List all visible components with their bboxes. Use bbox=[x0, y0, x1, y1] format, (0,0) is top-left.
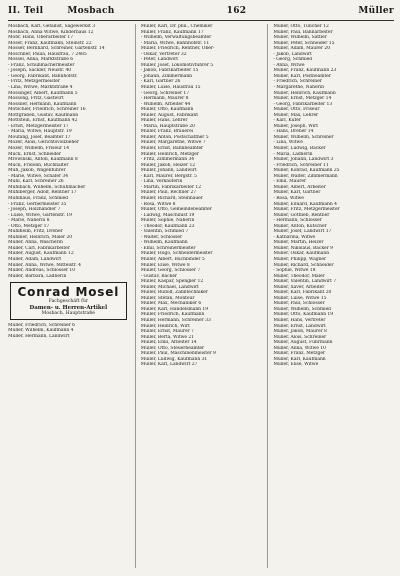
directory-entry: Müller, Jakob, Heizer 12 bbox=[140, 162, 196, 168]
directory-entry: Muller, Anna, Wäscherin bbox=[8, 240, 63, 246]
directory-entry: Müller, August, Fuhrmann bbox=[273, 340, 333, 346]
directory-entry: Müller, Franz, Brauerei bbox=[140, 129, 194, 135]
directory-entry: - Marie, Näherin 8 bbox=[8, 218, 50, 224]
directory-entry: Mühlheim, Fritz, Dreher bbox=[8, 229, 63, 235]
directory-entry: - Georg, Fabrikant, Bahnhofstr. bbox=[8, 73, 78, 79]
directory-entry: Müller, August, Kaufmann 12 bbox=[8, 251, 74, 257]
directory-entry: Müller, Stefan, Monteur bbox=[140, 295, 195, 301]
column-right bbox=[267, 24, 394, 568]
directory-entry: Müller, Franz, Kaufmann 23 bbox=[273, 68, 337, 74]
directory-entry: Müller, Otto, Friseur bbox=[273, 107, 320, 113]
directory-entry: - Georg, Schreiner 17 bbox=[140, 90, 190, 96]
directory-entry: Müller, Nikolaus, Bäcker 9 bbox=[273, 245, 333, 251]
directory-entry: Müller, Josef, Lokomotivführer 5 bbox=[140, 62, 214, 68]
directory-entry: Müller, Anton, Kutscher bbox=[273, 223, 327, 229]
surname-label: Müller bbox=[358, 6, 394, 16]
directory-entry: Mozer, Wilhelm, Friseur 14 bbox=[8, 146, 70, 152]
directory-entry: - Maria, Witwe, Bahnhofstr. 11 bbox=[140, 40, 210, 46]
directory-entry: Müller, Anna, Witwe 10 bbox=[273, 345, 326, 351]
directory-entry: - Lina, Witwe bbox=[273, 140, 303, 146]
directory-entry: Müller, Wilhelm, Schmied bbox=[273, 306, 332, 312]
directory-entry: - Lina, Witwe, Marktstraße 4 bbox=[8, 85, 73, 91]
directory-entry: Müller, Franz, Metzger bbox=[273, 351, 326, 357]
directory-entry: - Maria, Hauptstraße 20 bbox=[140, 123, 195, 129]
directory-entry: Müller, Sophie, Näherin bbox=[140, 218, 195, 224]
directory-entry: - Fritz, Zimmermann 34 bbox=[140, 157, 195, 163]
directory-entry: Müller, Hugo, Schneidermeister bbox=[140, 251, 213, 257]
directory-entry: - Peter, Landwirt bbox=[140, 57, 178, 63]
directory-entry: Müller, Ernst, Bahnbeamter bbox=[140, 146, 204, 152]
directory-entry: Müller, Valentin, Landwirt 7 bbox=[273, 279, 337, 285]
directory-entry: Müller, Karl, Dr. phil., Chemiker bbox=[140, 24, 213, 29]
directory-entry: Müller, Max, Mechaniker 6 bbox=[140, 301, 202, 307]
directory-entry: Müller, Karl, Handelsmann 19 bbox=[140, 306, 209, 312]
directory-entry: - Ernst, Metzgermeister 17 bbox=[8, 123, 69, 129]
directory-entry: Müller, Johann, Landwirt bbox=[140, 168, 197, 174]
directory-entry: - Rosa, Witwe 8 bbox=[140, 201, 176, 207]
directory-entry: Mohr, Hans, Oberarbeiter 17 bbox=[8, 35, 74, 41]
directory-entry: Müller, Konrad, Kaufmann 25 bbox=[273, 168, 340, 174]
directory-entry: - Emil, Schreinermeister bbox=[140, 245, 196, 251]
column-left bbox=[8, 24, 129, 568]
directory-entry: - Theodor, Kaufmann 23 bbox=[140, 223, 195, 229]
directory-entry: - Otto, Metzger 17 bbox=[8, 223, 50, 229]
directory-entry: Müller, Fritz, Metzgermeister bbox=[273, 207, 340, 213]
directory-entry: Müller, Heinrich, Wirt bbox=[140, 323, 190, 329]
directory-entry: Müller, Josef, Landwirt 17 bbox=[273, 229, 332, 235]
directory-entry: Müh, Jakob, Wagenführer bbox=[8, 168, 66, 174]
directory-entry: - Hermann, Schlosser bbox=[273, 218, 322, 224]
directory-entry: Müller, Karl, Fabrikant 20 bbox=[273, 290, 332, 296]
directory-entry: Müller, Luise, Hausfrau 15 bbox=[140, 85, 201, 91]
directory-entry: Müller, Hermann, Landwirt bbox=[8, 334, 70, 340]
directory-entry: Müller, Albert, Buchbinder 5 bbox=[140, 256, 205, 262]
directory-entry: Müller, Gottlieb, Rentner bbox=[273, 212, 330, 218]
directory-entry: Müller, Georg, Schlosser 7 bbox=[140, 268, 201, 274]
directory-entry: - Joseph, Säckler, Neustr. 40 bbox=[8, 68, 72, 74]
directory-entry: Müller, Paul, Bahnarbeiter bbox=[273, 29, 333, 35]
page-number: 162 bbox=[226, 6, 247, 16]
directory-entry: Müller, Paul, Maschinenmeister 9 bbox=[140, 351, 216, 357]
directory-entry: Müller, Alois, Schreiner bbox=[273, 334, 327, 340]
directory-entry: Müller, Ludwig, Kaufmann 31 bbox=[140, 356, 208, 362]
directory-entry: - Oskar, Vertreter 32 bbox=[140, 51, 187, 57]
ad-title: Conrad Mosel bbox=[17, 285, 120, 300]
directory-entry: Müller, Friedrich, Rentner, Ober- bbox=[140, 46, 215, 52]
advertisement-box bbox=[10, 282, 127, 320]
directory-entry: Mossong, Fritz, Gastwirt bbox=[8, 96, 64, 102]
directory-entry: Muller, Carl, Fabrikarbeiter bbox=[8, 245, 70, 251]
directory-entry: Mozer, Alois, Gerichtsvollzieher bbox=[8, 140, 79, 146]
directory-entry: Moser, Franz, Kaufmann, Steinstr. 22 bbox=[8, 40, 92, 46]
directory-entry: - Rosa, Witwe bbox=[273, 195, 304, 201]
directory-entry: Mück, Fridolin, Buchhalter bbox=[8, 162, 69, 168]
directory-entry: - Anna, Witwe bbox=[273, 62, 305, 68]
ad-address: Mosbach, Hauptstraße bbox=[41, 311, 96, 317]
directory-entry: Müller, Wilhelm, Sattler bbox=[273, 35, 327, 41]
directory-entry: - Marie, Witwe, Schäfer 34 bbox=[8, 173, 69, 179]
directory-entry: Müller, Max, Lehrer bbox=[273, 112, 319, 118]
directory-entry: Mühlbach, Wilhelm, Schuhmacher bbox=[8, 184, 86, 190]
directory-entry: Müller, Ludwig, Bäcker bbox=[273, 146, 326, 152]
directory-entry: Müller, Karl, Postbeamter bbox=[273, 73, 331, 79]
directory-entry: Müller, Paul, Rechner 27 bbox=[140, 190, 197, 196]
directory-entry: Müller, Theodor, Maler bbox=[273, 273, 325, 279]
directory-entry: - Karl, Maurer, Bergstr. 5 bbox=[140, 173, 197, 179]
directory-entry: Müller, Karl, Gärtner bbox=[273, 190, 321, 196]
directory-entry: - Sophie, Witwe 18 bbox=[273, 268, 316, 274]
ad-line: Damen- u. Herren-Artikel bbox=[29, 304, 108, 311]
directory-entry: Müller, Albert, Arbeiter bbox=[273, 184, 326, 190]
directory-entry: Müller, Walter, Zimmermann bbox=[273, 173, 338, 179]
directory-entry: Mrowinski, Anton, Kaufmann 8 bbox=[8, 157, 78, 163]
directory-entry: - Georg, Schmied bbox=[273, 57, 313, 63]
directory-entry: Müller, Adam, Maurer 20 bbox=[273, 46, 331, 52]
directory-entry: Müller, Barbara, Ladnerin bbox=[8, 273, 67, 279]
page-header bbox=[8, 6, 394, 21]
directory-entry: Müller, Eduard, Kaufmann 4 bbox=[273, 201, 337, 207]
directory-entry: - Wilhelm, Kaufmann bbox=[140, 240, 188, 246]
directory-entry: Moschner, Paula, Hausfrau, 7 2485 bbox=[8, 51, 87, 57]
directory-entry: Müller, Hans, Lehrer bbox=[140, 118, 188, 124]
directory-entry: Mössner, Hermann, Kaufmann bbox=[8, 101, 77, 107]
directory-entry: Müller, Wilhelm, Schreiner bbox=[273, 134, 334, 140]
directory-entry: Moufang, Josef, Beamter 17 bbox=[8, 134, 71, 140]
directory-entry: - Franz, Schuhmachermeister bbox=[8, 62, 75, 68]
directory-entry: Müller, Hans, Vertreter bbox=[273, 317, 326, 323]
directory-entry: Müller, Ernst, Maurer 7 bbox=[140, 329, 194, 335]
directory-entry: Müller, Heinrich, Metzger bbox=[140, 151, 199, 157]
directory-entry: - Wilhelm, Verwaltungsbeamter bbox=[140, 35, 212, 41]
directory-entry: - Maria, Ladnerin bbox=[273, 151, 313, 157]
directory-entry: Müller, Rudolf, Zahntechniker bbox=[140, 290, 208, 296]
directory-entry: Müller, Xaver, Arbeiter bbox=[273, 284, 325, 290]
directory-entry: Mosbach, Karl, Gefällist, Sägewerkst 3 bbox=[8, 24, 96, 29]
column-middle bbox=[135, 24, 262, 568]
directory-entry: - Jakob, Fabrikarbeiter 15 bbox=[140, 68, 199, 74]
directory-entry: Müller, Otto, Steuerbeamter bbox=[140, 345, 205, 351]
directory-entry: - Karl, Küfer bbox=[273, 118, 301, 124]
directory-entry: Müller, Hermann, Schreiner 33 bbox=[140, 317, 211, 323]
directory-entry: Müller, Paul, Schlosser bbox=[273, 301, 325, 307]
directory-entry: Müller, Margarethe, Witwe 7 bbox=[140, 140, 206, 146]
directory-entry: Müller, Anna, Witwe, Mittelstr. 4 bbox=[8, 262, 81, 268]
directory-entry: Müller, Elise, Witwe bbox=[273, 362, 319, 368]
directory-entry: - Gustav, Bäcker bbox=[140, 273, 178, 279]
directory-entry: Müller, Joseph, Wirt bbox=[273, 123, 318, 129]
directory-entry: Mühlberger, Adolf, Rentner 17 bbox=[8, 190, 77, 196]
directory-entry: - Hans, Dreher 14 bbox=[273, 129, 314, 135]
directory-entry: Müller, Richard, Steinhauer bbox=[140, 195, 203, 201]
part-label: II. Teil bbox=[8, 6, 44, 16]
directory-entry: - Maria, Witwe, Hauptstr. 19 bbox=[8, 129, 72, 135]
directory-entry: - Fritz, Metzgermeister bbox=[8, 79, 60, 85]
directory-entry: Müller, Johann, Landwirt 3 bbox=[273, 157, 334, 163]
directory-entry: Mosser, Bernhard, Schreiner, Gartenstr. 14 bbox=[8, 46, 105, 52]
directory-entry: - Martin, Fabrikarbeiter 12 bbox=[140, 184, 202, 190]
directory-entry: Müller, Oskar, Kaufmann bbox=[273, 251, 330, 257]
directory-entry: Mössinger, Albert, Kaufmann 5 bbox=[8, 90, 78, 96]
directory-entry: Mottstein, Ernst, Kaufmann 42 bbox=[8, 118, 78, 124]
directory-entry: Müller, Kaspar, Spengler 12 bbox=[140, 279, 204, 285]
directory-entry: Müller, Ernst, Landwirt bbox=[273, 323, 326, 329]
directory-entry: Müller, Franz, Kaufmann 17 bbox=[140, 29, 204, 35]
directory-entry: - Georg, Fabrikarbeiter 13 bbox=[273, 101, 333, 107]
directory-entry: - Joseph, Holzhändler 7 bbox=[8, 207, 61, 213]
directory-entry: - Johann, Zimmermann bbox=[140, 73, 193, 79]
directory-entry: Müller, Richard, Schneider bbox=[273, 262, 334, 268]
directory-entry: Müller, August, Fabrikant bbox=[140, 112, 198, 118]
directory-entry: - Valentin, Schmied 7 bbox=[140, 229, 189, 235]
directory-entry: Mühlner, Heinrich, Maler 20 bbox=[8, 234, 73, 240]
directory-entry: Müller, Luise, Witwe 15 bbox=[273, 295, 327, 301]
directory-entry: Mühlhaus, Franz, Schmied bbox=[8, 195, 69, 201]
directory-entry: - Margarethe, Näherin bbox=[273, 85, 324, 91]
directory-entry: Müller, Martin, Heizer bbox=[273, 240, 324, 246]
directory-entry: Müller, Andreas, Schlosser 10 bbox=[8, 268, 76, 274]
directory-entry: - Wilhelm, Arbeiter 44 bbox=[140, 101, 191, 107]
directory-entry: Müller, Otto, Tüncher 12 bbox=[273, 24, 329, 29]
directory-entry: - Friedrich, Schreiner 11 bbox=[273, 162, 329, 168]
directory-entry: Müller, Jakob, Maurer 8 bbox=[273, 329, 327, 335]
directory-entry: - Walter, Schlosser bbox=[140, 234, 183, 240]
town-label: Mosbach bbox=[67, 6, 115, 16]
directory-entry: Müller, Friedrich, Schreiner 6 bbox=[8, 322, 75, 328]
directory-entry: Mosbach, Anna Witwe, Kinderhaus 12 bbox=[8, 29, 94, 35]
directory-entry: Müller, Michael, Landwirt bbox=[140, 284, 199, 290]
directory-entry: - Katharina, Witwe bbox=[273, 234, 316, 240]
directory-entry: Motschler, Friedrich, Schreiner 16 bbox=[8, 107, 86, 113]
directory-entry: Müller, Otto, Gemeindebeamter bbox=[140, 207, 212, 213]
directory-entry: Müller, Friedrich, Kaufmann bbox=[140, 312, 205, 318]
directory-entry: - Luise, Witwe, Gartenstr. 19 bbox=[8, 212, 72, 218]
directory-entry: Müller, Otto, Kaufmann 19 bbox=[273, 312, 334, 318]
directory-entry: Müller, Karl, Kaufmann bbox=[273, 356, 326, 362]
ad-subtitle: Fachgeschäft für bbox=[48, 299, 88, 305]
directory-entry: - Franz, Gerbermeister 35 bbox=[8, 201, 67, 207]
directory-entry: - Ludwig, Maschinist 19 bbox=[140, 212, 195, 218]
directory-entry: Müller, Adam, Landwirt bbox=[8, 256, 62, 262]
directory-entry: - Friedrich, Schreiner bbox=[273, 79, 322, 85]
directory-entry: Müller, Emil, Arbeiter 14 bbox=[140, 340, 197, 346]
directory-entry: Müller, Wilhelm, Kaufmann 4 bbox=[8, 328, 74, 334]
directory-entry: Müller, Elise, Witwe 8 bbox=[140, 262, 190, 268]
directory-entry: Müller, Peter, Schneider 15 bbox=[273, 40, 335, 46]
directory-entry: Muhl, Karl, Schreiner 26 bbox=[8, 179, 64, 185]
directory-entry: Müller, Ernst, Metzger 14 bbox=[273, 96, 332, 102]
directory-entry: Müller, Philipp, Wagner bbox=[273, 256, 327, 262]
directory-entry: - Lina, Verkäuferin bbox=[140, 179, 183, 185]
directory-entry: - Karl, Gärtner 26 bbox=[140, 79, 181, 85]
directory-entry: - Hermann, Maurer 8 bbox=[140, 96, 189, 102]
directory-entry: Mössel, Anna, Marktstraße 6 bbox=[8, 57, 74, 63]
directory-entry: - Jakob, Landwirt bbox=[273, 51, 312, 57]
directory-entry: Müller, Otto, Kaufmann bbox=[140, 107, 194, 113]
directory-entry: Müller, Berta, Witwe 21 bbox=[140, 334, 195, 340]
directory-entry: Müller, Anton, Postschaffner 5 bbox=[140, 134, 209, 140]
directory-columns bbox=[8, 24, 394, 568]
directory-entry: Mottgraben, Gustav, Kaufmann bbox=[8, 112, 79, 118]
directory-entry: Müller, Karl, Landwirt 27 bbox=[140, 362, 198, 368]
directory-entry: Muck, Ernst, Schneider bbox=[8, 151, 62, 157]
directory-entry: Müller, Heinrich, Kaufmann bbox=[273, 90, 336, 96]
directory-entry: - Emil, Maurer bbox=[273, 179, 307, 185]
